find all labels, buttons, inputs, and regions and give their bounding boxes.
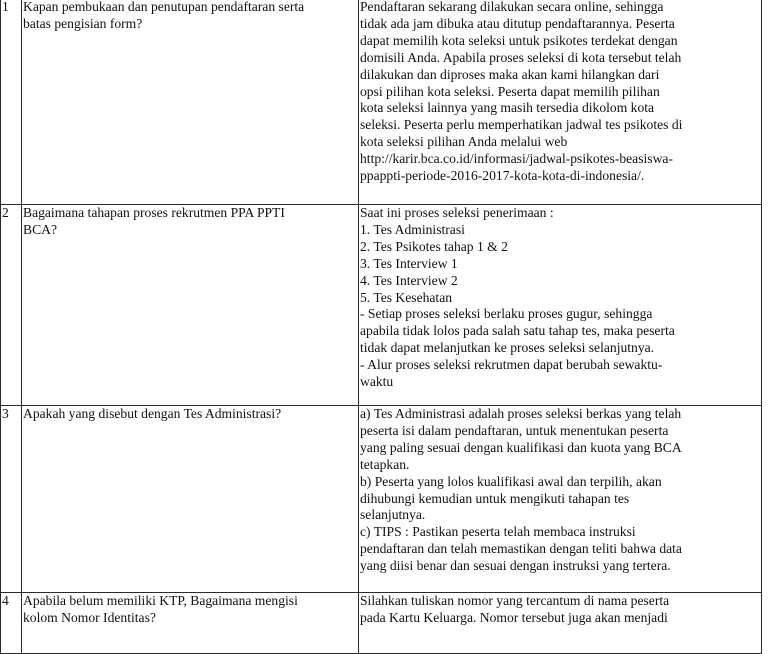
answer-link-line: http://karir.bca.co.id/informasi/jadwal-psikotes-beasiswa- xyxy=(360,151,673,167)
answer-line: Pendaftaran sekarang dilakukan secara online, sehingga xyxy=(360,0,664,14)
answer-line: dihubungi kemudian untuk mengikuti tahapan tes xyxy=(360,490,630,506)
answer-line: tidak ada jam dibuka atau ditutup pendaftarannya. Peserta xyxy=(360,15,675,31)
row-number: 4 xyxy=(1,593,22,654)
answer-line: selanjutnya. xyxy=(360,507,426,523)
answer-list-item: 2. Tes Psikotes tahap 1 & 2 xyxy=(360,238,508,254)
answer-line: yang diisi benar dan sesuai dengan instruksi yang tertera. xyxy=(360,558,671,574)
question-line: kolom Nomor Identitas? xyxy=(23,609,156,625)
answer-line: - Setiap proses seleksi berlaku proses gugur, sehingga xyxy=(360,306,653,322)
answer-list-item: 3. Tes Interview 1 xyxy=(360,255,458,271)
answer-line: tidak dapat melanjutkan ke proses seleksi selanjutnya. xyxy=(360,340,655,356)
answer-line: seleksi. Peserta perlu memperhatikan jadwal tes psikotes di xyxy=(360,117,683,133)
question-cell xyxy=(22,205,359,406)
question-cell xyxy=(22,593,359,654)
answer-line: pendaftaran dan telah memastikan dengan teliti bahwa data xyxy=(360,541,682,557)
row-number: 3 xyxy=(1,406,22,593)
answer-line: c) TIPS : Pastikan peserta telah membaca instruksi xyxy=(360,524,636,540)
answer-line: b) Peserta yang lolos kualifikasi awal dan terpilih, akan xyxy=(360,473,662,489)
answer-line: domisili Anda. Apabila proses seleksi di kota tersebut telah xyxy=(360,49,682,65)
question-cell xyxy=(22,406,359,593)
answer-line: opsi pilihan kota seleksi. Peserta dapat memilih pilihan xyxy=(360,83,660,99)
answer-line: peserta isi dalam pendaftaran, untuk menentukan peserta xyxy=(360,422,669,438)
faq-row-3 xyxy=(1,406,762,593)
answer-line: dapat memilih kota seleksi untuk psikotes terdekat dengan xyxy=(360,32,678,48)
answer-line: pada Kartu Keluarga. Nomor tersebut juga akan menjadi xyxy=(360,609,668,625)
answer-line: dilakukan dan diproses maka akan kami hilangkan dari xyxy=(360,66,660,82)
answer-line: Saat ini proses seleksi penerimaan : xyxy=(360,205,554,220)
faq-row-4 xyxy=(1,593,762,654)
answer-line: kota seleksi lainnya yang masih tersedia dikolom kota xyxy=(360,100,655,116)
question-cell xyxy=(22,0,359,205)
question-line: Apakah yang disebut dengan Tes Administrasi? xyxy=(23,406,282,421)
answer-cell xyxy=(359,205,762,406)
answer-cell xyxy=(359,406,762,593)
row-number: 1 xyxy=(1,0,22,205)
question-line: batas pengisian form? xyxy=(23,15,143,31)
answer-line: yang paling sesuai dengan kualifikasi dan kuota yang BCA xyxy=(360,439,682,455)
answer-list-item: 4. Tes Interview 2 xyxy=(360,272,458,288)
answer-line: Silahkan tuliskan nomor yang tercantum di nama peserta xyxy=(360,593,670,608)
faq-row-2 xyxy=(1,205,762,406)
answer-line: - Alur proses seleksi rekrutmen dapat berubah sewaktu- xyxy=(360,357,663,373)
answer-line: waktu xyxy=(360,374,394,390)
row-number: 2 xyxy=(1,205,22,406)
answer-line: apabila tidak lolos pada salah satu tahap tes, maka peserta xyxy=(360,323,675,339)
question-line: BCA? xyxy=(23,221,57,237)
answer-list-item: 1. Tes Administrasi xyxy=(360,221,465,237)
answer-link-line: ppappti-periode-2016-2017-kota-kota-di-indonesia/. xyxy=(360,168,645,184)
answer-line: a) Tes Administrasi adalah proses seleksi berkas yang telah xyxy=(360,406,682,421)
faq-row-1 xyxy=(1,0,762,205)
question-line: Apabila belum memiliki KTP, Bagaimana mengisi xyxy=(23,593,298,608)
answer-list-item: 5. Tes Kesehatan xyxy=(360,289,453,305)
answer-cell xyxy=(359,0,762,205)
answer-line: kota seleksi pilihan Anda melalui web xyxy=(360,134,568,150)
answer-cell xyxy=(359,593,762,654)
question-line: Bagaimana tahapan proses rekrutmen PPA PPTI xyxy=(23,205,285,220)
answer-line: tetapkan. xyxy=(360,456,410,472)
question-line: Kapan pembukaan dan penutupan pendaftaran serta xyxy=(23,0,305,14)
